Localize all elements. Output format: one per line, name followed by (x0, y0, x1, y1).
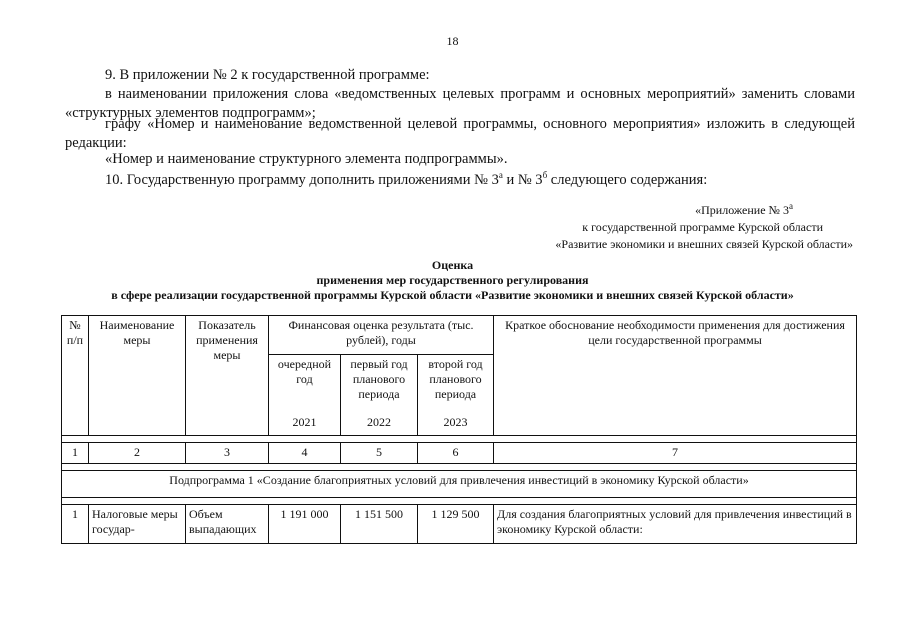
paragraph-item-9: 9. В приложении № 2 к государственной программе: (105, 67, 430, 83)
regulation-table (61, 315, 857, 544)
gap-cell (62, 436, 857, 443)
gap-cell (62, 498, 857, 505)
row-measure-name: Налоговые меры государ- (89, 505, 186, 544)
header-row (62, 316, 857, 355)
header-justification: Краткое обоснование необходимости применения для достижения цели государственной программы (494, 316, 857, 436)
header-second-plan-label: второй год планового периода (428, 357, 483, 401)
header-year-2022: 2022 (367, 415, 391, 429)
annex-title: «Приложение № 3 (695, 203, 789, 217)
title-line-1: Оценка (431, 258, 474, 272)
paragraph-new-name: «Номер и наименование структурного элемента подпрограммы». (105, 151, 508, 167)
row-justification: Для создания благоприятных условий для привлечения инвестиций в экономику Курской области: (494, 505, 857, 544)
paragraph-item-10-tail: следующего содержания: (547, 171, 708, 188)
annex-line-1 (555, 198, 793, 219)
subprogram-gap (62, 498, 857, 505)
header-year-2023: 2023 (443, 415, 468, 429)
annex-superscript: а (789, 201, 793, 211)
page-number: 18 (446, 34, 459, 48)
row-value-2022: 1 151 500 (341, 505, 418, 544)
header-num: № п/п (62, 316, 89, 436)
annex-line-3: «Развитие экономики и внешних связей Курской области» (555, 237, 853, 251)
paragraph-item-10 (65, 166, 855, 190)
annex-line-2: к государственной программе Курской области (582, 220, 823, 234)
col-num-3: 3 (186, 443, 269, 464)
annex-header (555, 198, 853, 253)
header-first-plan-label: первый год планового периода (350, 357, 408, 401)
superscript-b: б (542, 170, 548, 180)
header-year-2021: 2021 (292, 415, 317, 429)
col-num-7: 7 (494, 443, 857, 464)
paragraph-rename: в наименовании приложения слова «ведомственных целевых программ и основных мероприятий» заменить словами «структурных элементов подпрограмм»; (65, 86, 855, 121)
subprogram-row (62, 471, 857, 498)
header-finance: Финансовая оценка результата (тыс. рублей), годы (269, 316, 494, 355)
title-line-2: применения мер государственного регулирования (316, 273, 589, 287)
table-row (62, 505, 857, 544)
row-num: 1 (62, 505, 89, 544)
subprogram-title: Подпрограмма 1 «Создание благоприятных условий для привлечения инвестиций в экономику Курской области» (62, 471, 857, 498)
header-name: Наименование меры (89, 316, 186, 436)
row-value-2021: 1 191 000 (269, 505, 341, 544)
col-num-4: 4 (269, 443, 341, 464)
header-next-year-label: очередной год (277, 357, 332, 386)
col-num-2: 2 (89, 443, 186, 464)
paragraph-item-10-text: 10. Государственную программу дополнить приложениями № 3 (105, 171, 499, 188)
row-indicator: Объем выпадающих (186, 505, 269, 544)
superscript-a: а (498, 170, 503, 180)
header-gap (62, 436, 857, 443)
paragraph-column: графу «Номер и наименование ведомственной целевой программы, основного мероприятия» изложить в следующей редакции: (65, 116, 855, 151)
col-num-5: 5 (341, 443, 418, 464)
col-num-6: 6 (418, 443, 494, 464)
header-next-year (269, 355, 341, 436)
paragraph-item-10-and: и № 3 (502, 171, 543, 188)
gap-cell (62, 464, 857, 471)
header-indicator: Показатель применения меры (186, 316, 269, 436)
number-gap (62, 464, 857, 471)
col-num-1: 1 (62, 443, 89, 464)
column-number-row (62, 443, 857, 464)
title-line-3: в сфере реализации государственной программы Курской области «Развитие экономики и внешних связей Курской области» (111, 288, 794, 302)
header-second-plan-year (418, 355, 494, 436)
row-value-2023: 1 129 500 (418, 505, 494, 544)
header-first-plan-year (341, 355, 418, 436)
